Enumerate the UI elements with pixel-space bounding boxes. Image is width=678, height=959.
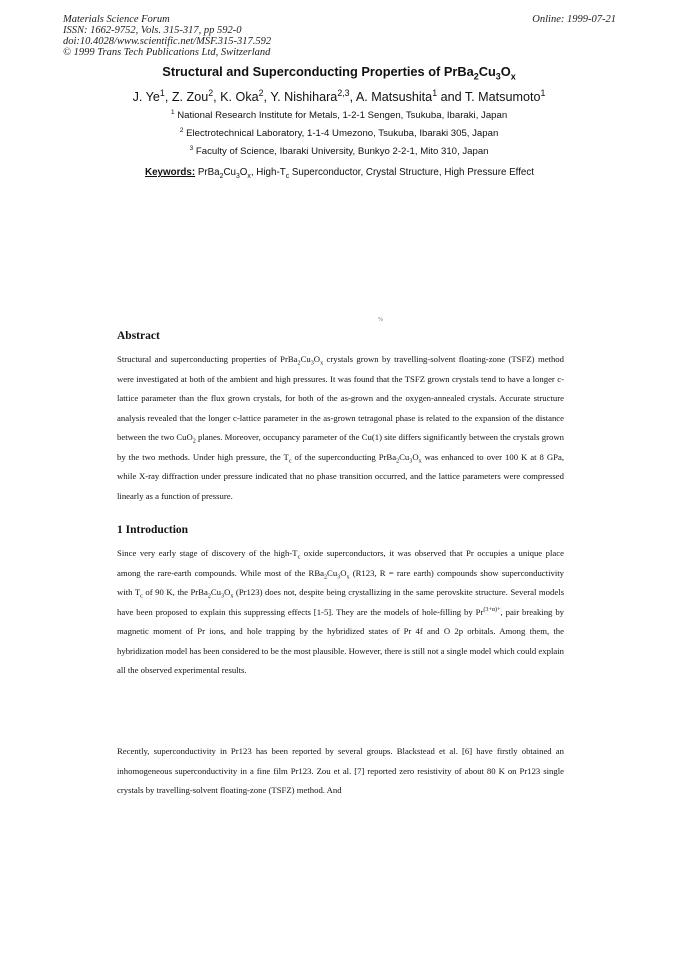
author: A. Matsushita — [355, 90, 433, 104]
author-list: J. Ye$^1$, Z. Zou$^2$, K. Oka$^2$, Y. Nishihara$^{2,3}$, A. Matsushita$^1$ and T. Matsumoto$^1$ — [132, 87, 546, 104]
introduction-heading: 1 Introduction — [117, 524, 189, 536]
issn-line: ISSN: 1662-9752, Vols. 315-317, pp 592-0 — [63, 25, 242, 36]
author: Y. Nishihara — [270, 90, 338, 104]
author: J. Ye — [132, 90, 160, 104]
journal-name: Materials Science Forum — [63, 14, 170, 25]
affiliation: $^2$ Electrotechnical Laboratory, 1-1-4 Umezono, Tsukuba, Ibaraki 305, Japan — [179, 126, 499, 139]
author: Z. Zou — [171, 90, 209, 104]
affiliation: $^1$ National Research Institute for Metals, 1-2-1 Sengen, Tsukuba, Ibaraki, Japan — [170, 108, 508, 121]
stray-mark: % — [378, 317, 383, 323]
intro-paragraph-1: Since very early stage of discovery of the high-$T_c$ oxide superconductors, it was observed that Pr occupies a unique place among the rare-earth compounds. While most of the $RBa_2Cu_3O_x$ (R123, R = rare earth) compounds show superconductivity with $T_c$ of 90 K, the $PrBa_2Cu_3O_x$ (Pr123) does not, despite being crystallizing in the same perovskite structure. Several models have been proposed to explain this suppressing effects [1-5]. They are the models of hole-filling by $Pr^{(3+\alpha)+}$, pair breaking by magnetic moment of Pr ions, and hole trapping by the hybridized states of Pr 4f and O 2p orbitals. Among them, the hybridization model has been considered to be the most plausible. However, there is still not a single model which could explain all the observed experimental results. — [117, 548, 565, 675]
intro-paragraph-2: Recently, superconductivity in Pr123 has been reported by several groups. Blackstead et al. [6] have firstly obtained an inhomogeneous superconductivity in a fine film Pr123. Zou et al. [7] reported zero resistivity of about 80 K on Pr123 single crystals by travelling-solvent floating-zone (TSFZ) method. And — [117, 746, 564, 795]
journal-header — [63, 14, 271, 58]
online-date: Online: 1999-07-21 — [532, 14, 616, 25]
abstract-heading: Abstract — [117, 330, 160, 342]
keywords-label: Keywords: — [145, 167, 196, 178]
abstract-text: Structural and superconducting properties of $PrBa_2Cu_3O_x$ crystals grown by travelling-solvent floating-zone (TSFZ) method were investigated at both of the ambient and high pressures. It was found that the TSFZ grown crystals tend to have a longer c-lattice parameter than the flux grown crystals, for both of the as-grown and the oxygen-annealed crystals. Accurate structure analysis revealed that the longer c-lattice parameter in the as-grown tetragonal phase is related to the expansion of the distance between the two CuO$_2$ planes. Moreover, occupancy parameter of the Cu(1) site differs significantly between the crystals grown by the two methods. Under high pressure, the $T_c$ of the superconducting $PrBa_2Cu_3O_x$ was enhanced to over 100 K at 8 GPa, while X-ray diffraction under pressure indicated that no phase transition occurred, and the lattice parameters were compressed linearly as a function of pressure. — [117, 354, 565, 501]
doi-line: doi:10.4028/www.scientific.net/MSF.315-317.592 — [63, 36, 272, 47]
paper-title: Structural and Superconducting Properties of $PrBa_2Cu_3O_x$ — [162, 64, 516, 82]
keywords-line: Keywords: $PrBa_2Cu_3O_x$, High-$T_c$ Superconductor, Crystal Structure, High Pressure Effect — [145, 167, 534, 180]
copyright-line: © 1999 Trans Tech Publications Ltd, Switzerland — [63, 47, 271, 58]
author: K. Oka — [220, 90, 259, 104]
affiliation: $^3$ Faculty of Science, Ibaraki University, Bunkyo 2-2-1, Mito 310, Japan — [189, 144, 489, 157]
author: T. Matsumoto — [464, 90, 541, 104]
